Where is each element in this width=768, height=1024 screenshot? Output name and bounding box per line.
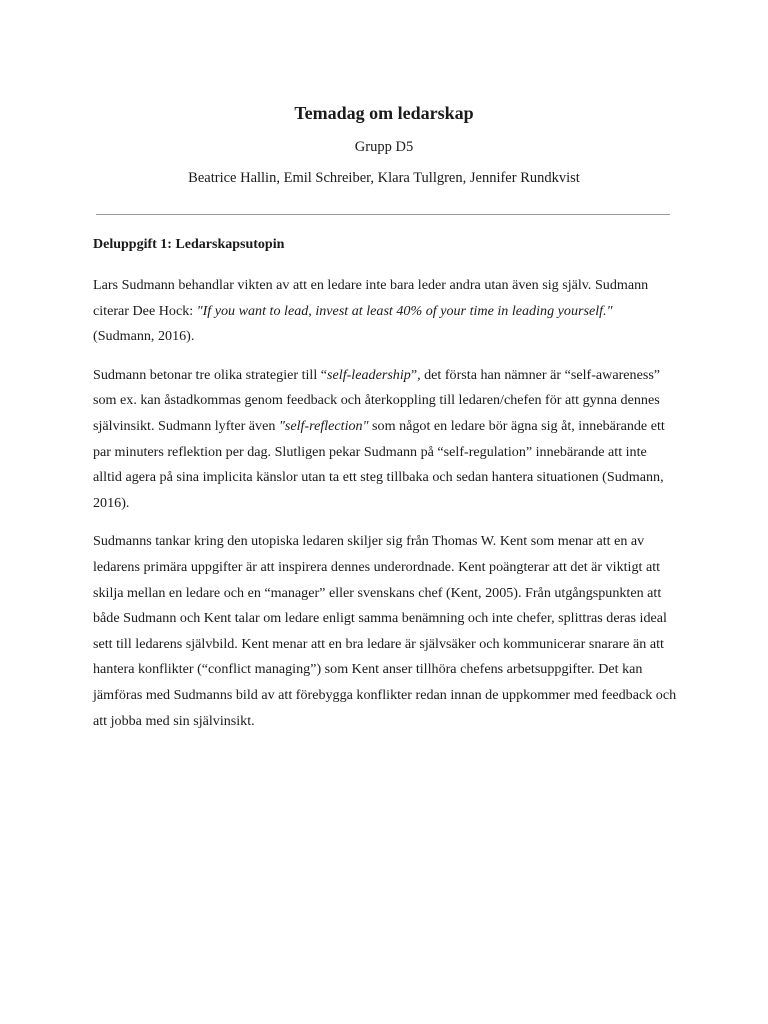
paragraph-2-text-b: ”, det första han nämner är “self-awareness” som ex. kan åstadkommas genom feedback och återkoppling till ledaren/chefen för att gynna dennes självinsikt. Sudmann lyfter även xyxy=(93,366,661,434)
author-list: Beatrice Hallin, Emil Schreiber, Klara Tullgren, Jennifer Rundkvist xyxy=(188,170,580,186)
paragraph-2 xyxy=(93,363,677,517)
document-title: Temadag om ledarskap xyxy=(294,103,474,123)
group-label: Grupp D5 xyxy=(354,139,414,155)
paragraph-3: Sudmanns tankar kring den utopiska ledaren skiljer sig från Thomas W. Kent som menar att en av ledarens primära uppgifter är att inspirera dennes underordnade. Kent poängterar att det är viktigt att skilja mellan en ledare och en “manager” eller svenskans chef (Kent, 2005). Från utgångspunkten att både Sudmann och Kent talar om ledare enligt samma benämning och inte chefer, splittras deras ideal sett till ledarens självbild. Kent menar att en bra ledare är självsäker och kommunicerar snarare än att hantera konflikter (“conflict managing”) som Kent anser tillhöra chefens arbetsuppgifter. Det kan jämföras med Sudmanns bild av att förebygga konflikter redan innan de uppkommer med feedback och att jobba med sin självinsikt. xyxy=(93,533,677,729)
paragraph-2-term-self-reflection: "self-reflection" xyxy=(278,417,369,434)
horizontal-divider xyxy=(96,214,670,215)
paragraph-1-text-b: (Sudmann, 2016). xyxy=(93,328,195,345)
section-heading: Deluppgift 1: Ledarskapsutopin xyxy=(93,237,285,252)
paragraph-1-text-a: Lars Sudmann behandlar vikten av att en ledare inte bara leder andra utan även sig själv. Sudmann citerar Dee Hock: xyxy=(93,277,649,319)
paragraph-2-text-c: som något en ledare bör ägna sig åt, innebärande ett par minuters reflektion per dag. Slutligen pekar Sudmann på “self-regulation” innebärande att inte alltid agera på sina implicita känslor utan ta ett steg tillbaka och sedan hantera situationen (Sudmann, 2016). xyxy=(93,417,665,511)
document-body xyxy=(93,235,677,747)
paragraph-1 xyxy=(93,273,677,350)
paragraph-2-term-self-leadership: self-leadership xyxy=(327,366,411,383)
paragraph-2-text-a: Sudmann betonar tre olika strategier till “ xyxy=(93,366,328,383)
paragraph-1-quote: "If you want to lead, invest at least 40% of your time in leading yourself." xyxy=(196,302,613,319)
